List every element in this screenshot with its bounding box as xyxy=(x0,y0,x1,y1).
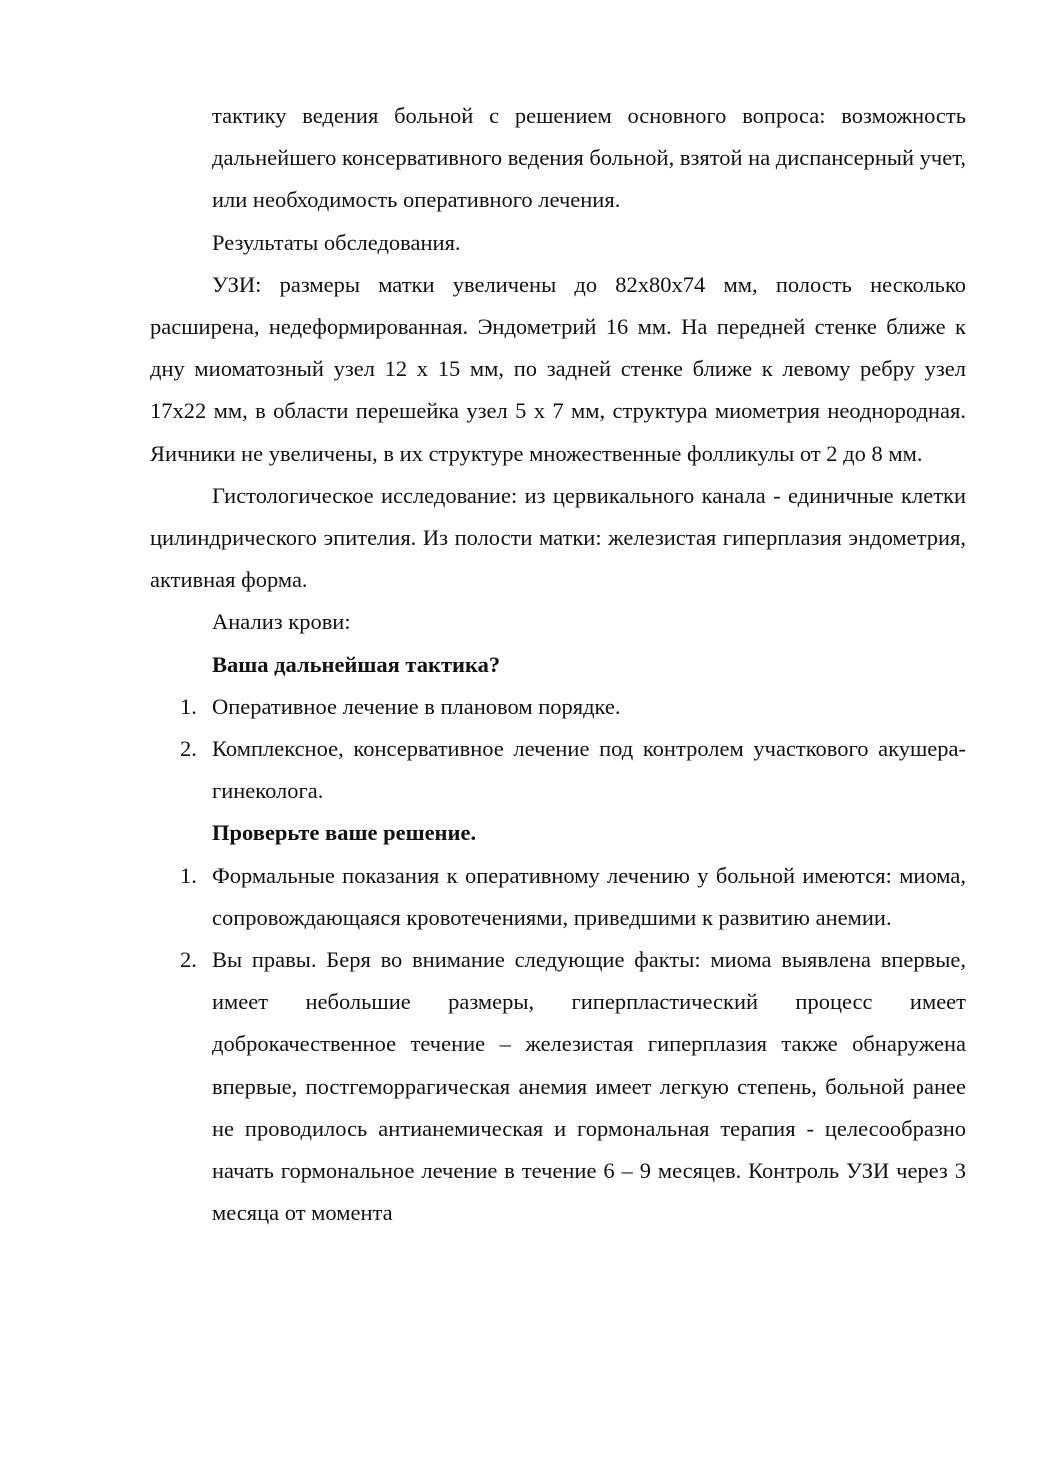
list-item xyxy=(150,855,966,939)
paragraph-ultrasound: УЗИ: размеры матки увеличены до 82х80х74 мм, полость несколько расширена, недеформированная. Эндометрий 16 мм. На передней стенке ближе к дну миоматозный узел 12 х 15 мм, по задней стенке ближе к левому ребру узел 17х22 мм, в области перешейка узел 5 х 7 мм, структура миометрия неоднородная. Яичники не увеличены, в их структуре множественные фолликулы от 2 до 8 мм. xyxy=(150,271,966,466)
list-item-text: Формальные показания к оперативному лечению у больной имеются: миома, сопровождающаяся кровотечениями, приведшими к развитию анемии. xyxy=(212,862,966,930)
list-item-text: Оперативное лечение в плановом порядке. xyxy=(212,693,621,719)
list-item-number: 1. xyxy=(180,693,197,719)
list-item xyxy=(150,686,966,728)
list-item xyxy=(150,728,966,812)
list-item-number: 1. xyxy=(180,862,197,888)
check-heading: Проверьте ваше решение. xyxy=(212,820,477,846)
document-body xyxy=(150,95,966,1234)
options-list xyxy=(150,686,966,813)
list-item-text: Вы правы. Беря во внимание следующие факты: миома выявлена впервые, имеет небольшие размеры, гиперпластический процесс имеет доброкачественное течение – железистая гиперплазия также обнаружена впервые, постгеморрагическая анемия имеет легкую степень, больной ранее не проводилось антианемическая и гормональная терапия - целесообразно начать гормональное лечение в течение 6 – 9 месяцев. Контроль УЗИ через 3 месяца от момента xyxy=(212,947,966,1226)
list-item-text: Комплексное, консервативное лечение под контролем участкового акушера-гинеколога. xyxy=(212,736,966,804)
list-item xyxy=(150,939,966,1234)
answers-list xyxy=(150,855,966,1235)
paragraph-blood-test: Анализ крови: xyxy=(212,609,351,635)
paragraph-tactics: тактику ведения больной с решением основного вопроса: возможность дальнейшего консервативного ведения больной, взятой на диспансерный учет, или необходимость оперативного лечения. xyxy=(212,103,966,213)
question-heading: Ваша дальнейшая тактика? xyxy=(212,651,501,677)
list-item-number: 2. xyxy=(180,947,197,973)
list-item-number: 2. xyxy=(180,736,197,762)
paragraph-histology: Гистологическое исследование: из цервикального канала - единичные клетки цилиндрического эпителия. Из полости матки: железистая гиперплазия эндометрия, активная форма. xyxy=(150,482,966,593)
paragraph-results-heading: Результаты обследования. xyxy=(212,229,461,255)
